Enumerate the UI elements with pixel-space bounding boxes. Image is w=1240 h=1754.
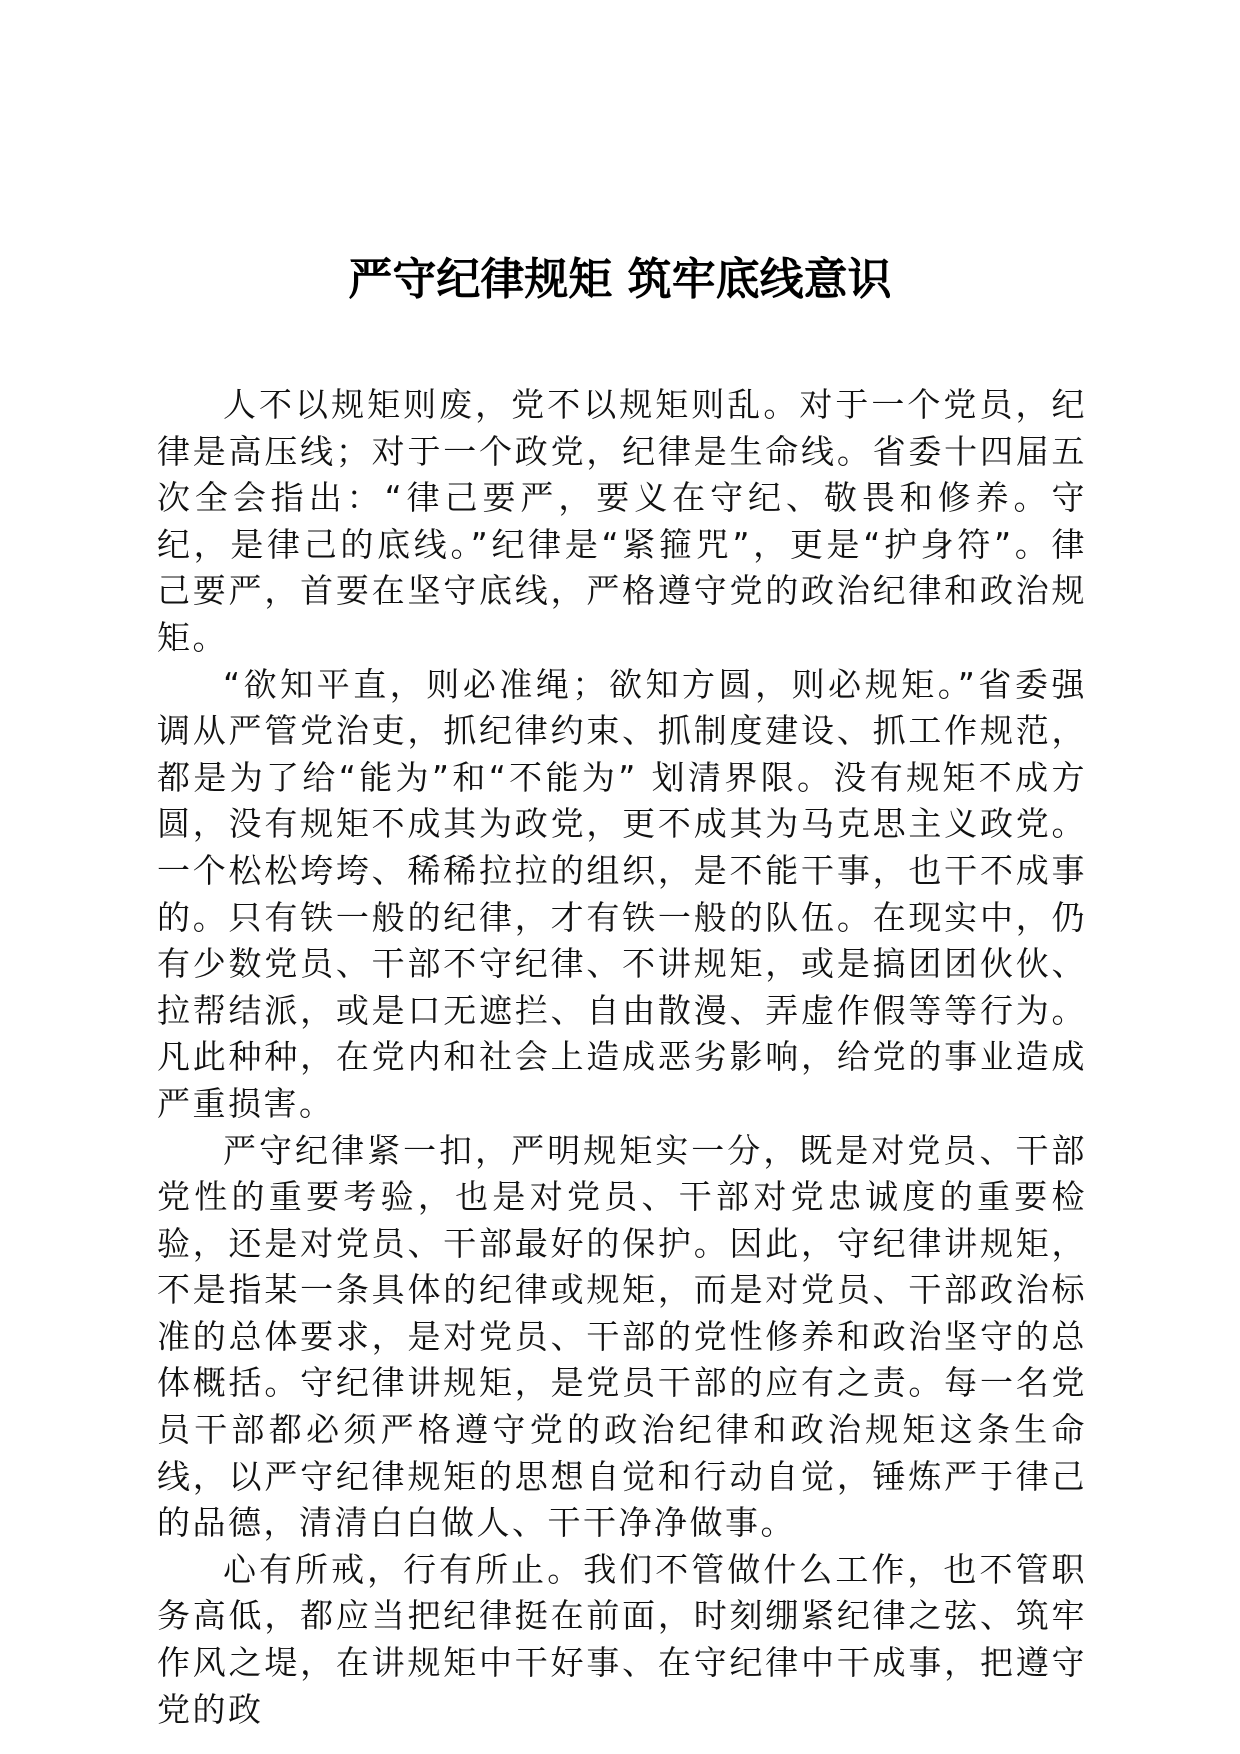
paragraph-2: “欲知平直，则必准绳；欲知方圆，则必规矩。”省委强调从严管党治吏，抓纪律约束、抓制度建设、抓工作规范，都是为了给“能为”和“不能为” 划清界限。没有规矩不成方圆，没有规矩不成其为政党，更不成其为马克思主义政党。一个松松垮垮、稀稀拉拉的组织，是不能干事，也干不成事的。只有铁一般的纪律，才有铁一般的队伍。在现实中，仍有少数党员、干部不守纪律、不讲规矩，或是搞团团伙伙、拉帮结派，或是口无遮拦、自由散漫、弄虚作假等等行为。凡此种种，在党内和社会上造成恶劣影响，给党的事业造成严重损害。 <box>157 664 1087 1123</box>
document-title: 严守纪律规矩 筑牢底线意识 <box>348 254 892 305</box>
paragraph-1: 人不以规矩则废，党不以规矩则乱。对于一个党员，纪律是高压线；对于一个政党，纪律是生命线。省委十四届五次全会指出：“律己要严，要义在守纪、敬畏和修养。守纪，是律己的底线。”纪律是“紧箍咒”，更是“护身符”。律己要严，首要在坚守底线，严格遵守党的政治纪律和政治规矩。 <box>157 385 1087 657</box>
paragraph-3: 严守纪律紧一扣，严明规矩实一分，既是对党员、干部党性的重要考验，也是对党员、干部对党忠诚度的重要检验，还是对党员、干部最好的保护。因此，守纪律讲规矩，不是指某一条具体的纪律或规矩，而是对党员、干部政治标准的总体要求，是对党员、干部的党性修养和政治坚守的总体概括。守纪律讲规矩，是党员干部的应有之责。每一名党员干部都必须严格遵守党的政治纪律和政治规矩这条生命线，以严守纪律规矩的思想自觉和行动自觉，锤炼严于律己的品德，清清白白做人、干干净净做事。 <box>157 1130 1087 1543</box>
paragraph-4: 心有所戒，行有所止。我们不管做什么工作，也不管职务高低，都应当把纪律挺在前面，时刻绷紧纪律之弦、筑牢作风之堤，在讲规矩中干好事、在守纪律中干成事，把遵守党的政 <box>157 1549 1087 1729</box>
document-body <box>157 382 1087 1733</box>
